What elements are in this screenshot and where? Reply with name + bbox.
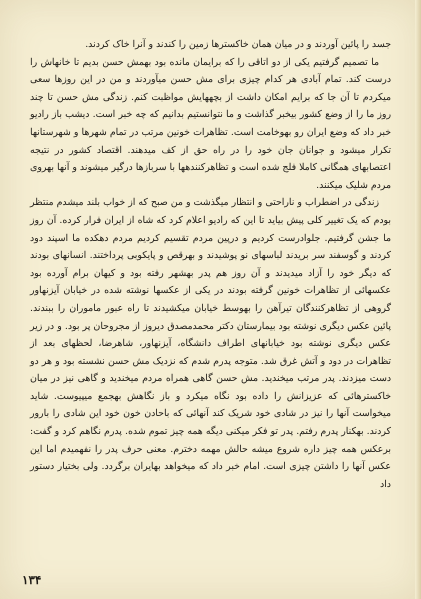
body-text [30, 36, 391, 493]
paragraph: جسد را پائین آوردند و در میان همان خاکسترها زمین را کندند و آنرا خاک کردند. [85, 39, 391, 50]
paragraph: ما تصمیم گرفتیم یکی از دو اتاقی را که برایمان مانده بود بهمش حسن بدیم تا خانهاش را درست کند. تمام آبادی هر کدام چیزی برای مش حسن میآوردند و من در این روزها سعی میکردم تا آن جا که برایم امکان داشت از بچههایش مواظبت کنم. زندگی مش حسن تا چند روز ما را از وضع کشور بیخبر گذاشت و ما نتوانستیم بدانیم که چه خبر است. دیشب باز رادیو خبر داد که وضع ایران رو بهوخامت است. تظاهرات خونین مرتب در تمام شهرها و شهرستانها تکرار میشود و جوانان جان خود را در راه حق از کف میدهند. اقتصاد کشور در نتیجه اعتصابهای همگانی کاملا فلج شده است و تظاهرکنندهها با سربازها درگیر میشوند و آنها بهروی مردم شلیک میکنند. [30, 56, 391, 191]
paragraph: زندگی در اضطراب و ناراحتی و انتظار میگذشت و من صبح که از خواب بلند میشدم منتظر بودم که یک تغییر کلی پیش بیاید تا این که رادیو اعلام کرد که شاه از ایران فرار کرده. آن روز ما جشن گرفتیم. جلوادرست کردیم و درپین مردم تقسیم کردیم مردم دهکده ما اسپند دود کردند و گوسفند سر بریدند لباسهای نو پوشیدند و بهرقص و پایکوبی پرداختند. انسانهای بودند که دیگر خود را آزاد میدیدند و آن روز هم پدر بهشهر رفته بود و کیهان برام آورده بود عکسهائی از تظاهرات خونین گرفته بودند در یکی از عکسها نوشته شده در خیابان آیزنهاور گروهی از تظاهرکنندگان تیرآهن را بهوسط خیابان میکشیدند تا راه عبور ماموران را ببندند. پائین عکس دیگری نوشته بود بیمارستان دکتر محمدمصدق دیروز از مجروحان پر بود. و در زیر عکس دیگری نوشته بود خیابانهای اطراف دانشگاه، آیزنهاور، شاهرضا، لحظهای بعد از تظاهرات در دود و آتش غرق شد. متوجه پدرم شدم که نزدیک مش حسن نشسته بود و هر دو دست میزدند. پدر مرتب میخندید. مش حسن گاهی همراه مردم میخندید و گاهی نیز در میان خاکسترهائی که عزیزانش را داده بود نگاه میکرد و باز نگاهش بهجمع میپیوست. شاید میخواست آنها را نیز در شادی خود شریک کند آنهائی که باحادن خون خود این شادی را بارور کردند. بهکنار پدرم رفتم. پدر تو فکر میکنی دیگه همه چیز تموم شده. پدرم نگاهم کرد و گفت: برعکس همه چیز داره شروع میشه حالش مهمه دخترم. معنی حرف پدر را نفهمیدم اما این عکس آنها را داشتن چیزی است. امام خبر داد که میخواهد بهایران برگردد. ولی بختیار دستور داد [30, 197, 391, 490]
page-number: ۱۳۴ [22, 573, 42, 587]
page-edge-shadow [415, 0, 421, 599]
